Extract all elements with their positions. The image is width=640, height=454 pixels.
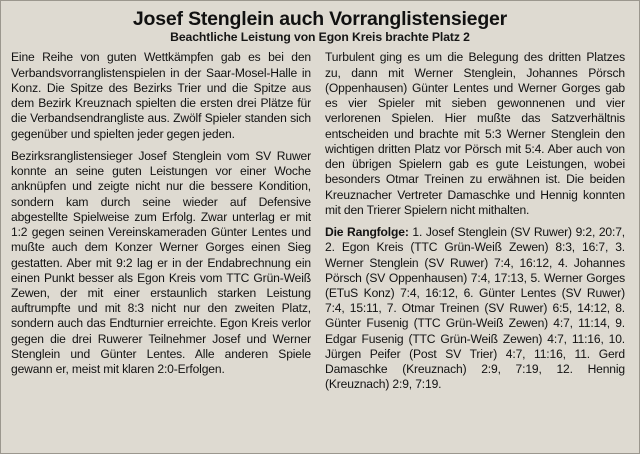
results-label: Die Rangfolge: [325, 225, 409, 240]
results-text: 1. Josef Stenglein (SV Ruwer) 9:2, 20:7, 2. Egon Kreis (TTC Grün-Weiß Zewen) 8:3, 16:7, 3. Werner Stenglein (SV Ruwer) 7:4, 16:12, 4. Johannes Pörsch (SV Oppenhausen) 7:4, 17:13, 5. Werner Gorges (ETuS Konz) 7:4, 16:12, 6. Günter Lentes (SV Ruwer) 7:4, 15:11, 7. Otmar Treinen (SV Ruwer) 6:5, 14:12, 8. Günter Fusenig (TTC Grün-Weiß Zewen) 4:7, 11:14, 9. Edgar Fusenig (TTC Grün-Weiß Zewen) 4:7, 11:16, 10. Jürgen Peifer (Post SV Trier) 4:7, 11:16, 11. Gerd Damaschke (Kreuznach) 2:9, 7:19, 12. Hennig (Kreuznach) 2:9, 7:19. [325, 225, 625, 392]
article-subheadline: Beachtliche Leistung von Egon Kreis brachte Platz 2 [170, 30, 470, 45]
paragraph: Bezirksranglistensieger Josef Stenglein vom SV Ruwer konnte an seine guten Leistungen vor einer Woche anknüpfen und zeigte nicht nur die bessere Kondition, sondern kam durch seine wieder auf Defensive abgestellte Spielweise zum Erfolg. Zwar unterlag er mit 1:2 gegen seinen Vereinskameraden Günter Lentes und mußte auch dem Konzer Werner Gorges einen Sieg gestatten. Aber mit 9:2 lag er in der Endabrechnung ein einen Punkt besser als Egon Kreis vom TTC Grün-Weiß Zewen, der mit einer erstaunlich starken Leistung auftrumpfte und mit 8:3 nicht nur den zweiten Platz, sondern auch das Endturnier erreichte. Egon Kreis verlor gegen die drei Ruwerer Teilnehmer Josef und Werner Stenglein und Günter Lentes. Alle anderen Spiele gewann er, meist mit klaren 2:0-Erfolgen. [11, 148, 311, 377]
article-column-left [11, 50, 311, 377]
paragraph: Eine Reihe von guten Wettkämpfen gab es bei den Verbandsvorranglistenspielen in der Saar-Mosel-Halle in Konz. Die Spitze des Bezirks Trier und die Spitze aus dem Bezirk Kreuznach spielten die ersten drei Plätze für die Verbandsendrangliste aus. Zwölf Spieler standen sich gegenüber und spielten jeder gegen jeden. [11, 50, 311, 141]
article-column-right [325, 50, 625, 392]
article-columns [11, 50, 629, 392]
paragraph: Turbulent ging es um die Belegung des dritten Platzes zu, dann mit Werner Stenglein, Johannes Pörsch (Oppenhausen) Günter Lentes und Werner Gorges gab es vier Spieler mit sieben gewonnenen und vier verlorenen Spielen. Hier mußte das Satzverhältnis entscheiden und brachte mit 5:3 Werner Stenglein den wichtigen dritten Platz vor Pörsch mit 5:4. Aber auch von den übrigen Spielern gab es gute Leistungen, wobei besonders Otmar Treinen zu erwähnen ist. Die beiden Kreuznacher Vertreter Damaschke und Hennig konnten mit den Trierer Spielern nicht mithalten. [325, 50, 625, 217]
results-list [325, 225, 625, 393]
page-title: Josef Stenglein auch Vorranglistensieger [132, 8, 508, 30]
